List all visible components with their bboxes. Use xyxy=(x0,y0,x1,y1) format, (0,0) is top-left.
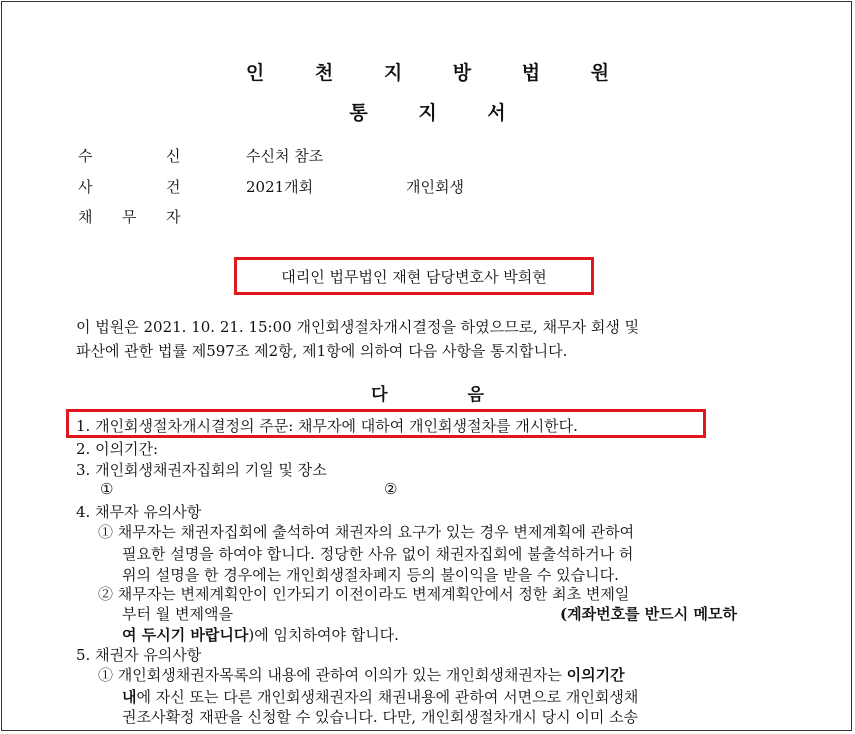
item-5-1-line-1 xyxy=(98,664,625,685)
item-4-2-line-2-bold: (계좌번호를 반드시 메모하 xyxy=(560,605,737,623)
debtor-label-1: 채 xyxy=(78,208,93,226)
representative-text: 대리인 법무법인 재현 담당변호사 박희현 xyxy=(281,268,547,286)
item-4-2-line-2: 부터 월 변제액을 xyxy=(122,605,233,623)
item-5-1-line-3: 권조사확정 재판을 신청할 수 있습니다. 다만, 개인회생절차개시 당시 이미 소송 xyxy=(122,708,639,726)
item-3-sub-2: ② xyxy=(384,480,398,498)
intro-line-2: 파산에 관한 법률 제597조 제2항, 제1항에 의하여 다음 사항을 통지합니다. xyxy=(76,342,568,360)
section-heading-part-2: 음 xyxy=(467,385,484,405)
item-3: 3. 개인회생채권자집회의 기일 및 장소 xyxy=(76,461,327,479)
item-5-1-line-1-text: ① 개인회생채권자목록의 내용에 관하여 이의가 있는 개인회생채권자는 xyxy=(98,666,562,684)
case-name: 개인회생 xyxy=(406,178,464,196)
recipient-label-2: 신 xyxy=(166,147,181,165)
item-5-1-line-2-rest: 에 자신 또는 다른 개인회생채권자의 채권내용에 관하여 서면으로 개인회생채 xyxy=(136,688,639,706)
item-5-1-line-2 xyxy=(122,686,638,707)
item-4-2-line-1: ② 채무자는 변제계획안이 인가되기 이전이라도 변제계획안에서 정한 최초 변제일 xyxy=(98,585,630,603)
item-2: 2. 이의기간: xyxy=(76,440,159,458)
recipient-value: 수신처 참조 xyxy=(246,147,324,165)
item-4-1-line-1: ① 채무자는 채권자집회에 출석하여 채권자의 요구가 있는 경우 변제계획에 관하여 xyxy=(98,523,635,541)
item-5-1-line-1-bold: 이의기간 xyxy=(566,666,625,684)
item-1: 1. 개인회생절차개시결정의 주문: 채무자에 대하여 개인회생절차를 개시한다. xyxy=(76,417,578,435)
case-label-2: 건 xyxy=(166,178,181,196)
item-4: 4. 채무자 유의사항 xyxy=(76,503,202,521)
case-number: 2021개회 xyxy=(246,178,314,196)
case-label-1: 사 xyxy=(78,178,93,196)
item-5-1-line-2-bold: 내 xyxy=(122,688,137,706)
section-heading xyxy=(0,380,855,405)
debtor-label-3: 자 xyxy=(166,208,181,226)
item-4-2-line-3 xyxy=(122,624,399,645)
item-4-2-line-3-rest: )에 임치하여야 합니다. xyxy=(248,626,399,644)
item-3-sub-1: ① xyxy=(100,480,114,498)
recipient-label-1: 수 xyxy=(78,147,93,165)
intro-line-1: 이 법원은 2021. 10. 21. 15:00 개인회생절차개시결정을 하였으므로, 채무자 회생 및 xyxy=(76,318,640,336)
item-4-1-line-2: 필요한 설명을 하여야 합니다. 정당한 사유 없이 채권자집회에 불출석하거나 허 xyxy=(122,545,634,563)
document-title: 통 지 서 xyxy=(349,102,528,124)
item-4-1-line-3: 위의 설명을 한 경우에는 개인회생절차폐지 등의 불이익을 받을 수 있습니다. xyxy=(122,566,619,584)
section-heading-part-1: 다 xyxy=(371,385,388,405)
debtor-label-2: 무 xyxy=(122,208,137,226)
item-4-2-line-3-bold: 여 두시기 바랍니다 xyxy=(122,626,249,644)
court-name: 인 천 지 방 법 원 xyxy=(245,62,632,84)
item-5: 5. 채권자 유의사항 xyxy=(76,646,202,664)
